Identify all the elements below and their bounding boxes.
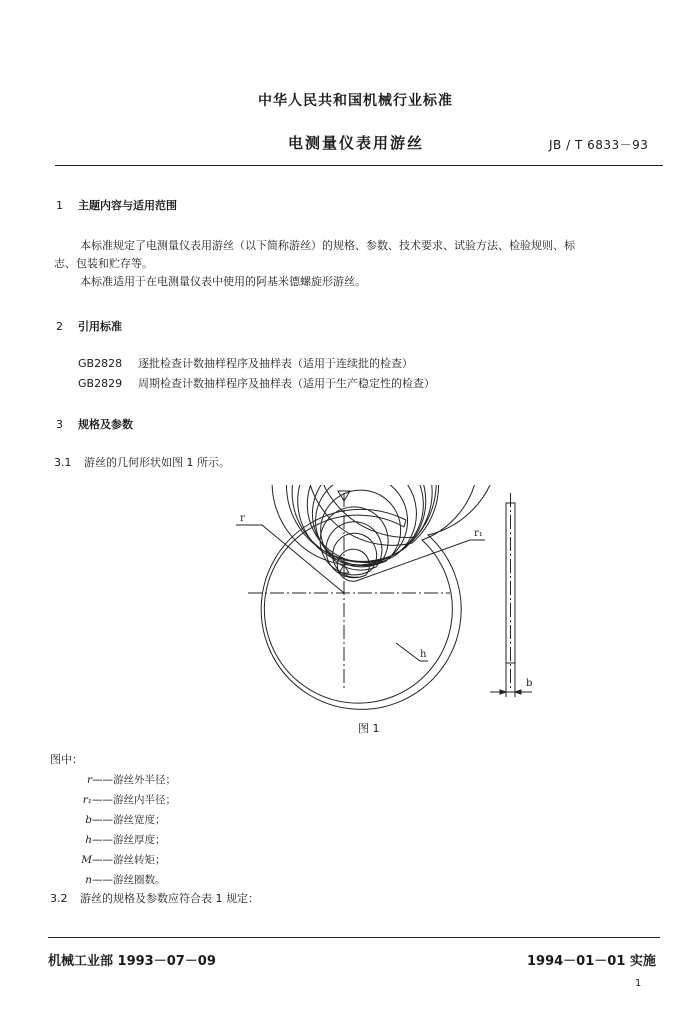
reference-code: GB2829 [78, 377, 123, 390]
legend-item [80, 812, 166, 827]
subsection-3-2 [50, 891, 259, 907]
section-1-paragraph-1-line-1: 本标准规定了电测量仪表用游丝（以下简称游丝）的规格、参数、技术要求、试验方法、检验规则、标 [80, 239, 575, 252]
issuer-line: 中华人民共和国机械行业标准 [258, 93, 453, 109]
legend-symbol: n [85, 874, 92, 886]
label-h: h [420, 649, 427, 660]
subsection-number: 3.2 [50, 892, 68, 905]
subsection-text: 游丝的几何形状如图 1 所示。 [84, 456, 230, 469]
reference-item [78, 375, 435, 391]
b-arrow-right [515, 690, 521, 694]
legend-symbol: h [85, 834, 92, 846]
footer-rule [48, 937, 660, 938]
legend-item [80, 872, 166, 887]
section-1-paragraph-2: 本标准适用于在电测量仪表中使用的阿基米德螺旋形游丝。 [80, 275, 366, 288]
legend-text: ——游丝宽度； [92, 814, 166, 826]
legend-text: ——游丝外半径； [92, 774, 176, 786]
section-number: 2 [56, 320, 63, 333]
legend-item [80, 832, 166, 847]
legend-symbol: M [81, 854, 92, 866]
legend-symbol: b [85, 814, 92, 826]
spiral-outer-edge [261, 485, 499, 709]
legend-text: ——游丝内半径； [92, 794, 176, 806]
reference-item [78, 355, 413, 371]
section-number: 1 [56, 199, 63, 212]
standard-number: JB / T 6833－93 [549, 138, 649, 152]
subsection-number: 3.1 [54, 456, 72, 469]
issue-date: 机械工业部 1993－07－09 [48, 954, 216, 969]
legend-title: 图中： [50, 753, 83, 766]
spiral-outer-end [404, 520, 406, 527]
section-3-heading [56, 416, 133, 432]
section-2-heading [56, 318, 122, 334]
section-title: 规格及参数 [78, 418, 133, 431]
label-r: r [240, 513, 245, 524]
header-rule [55, 165, 663, 166]
section-number: 3 [56, 418, 63, 431]
section-title: 引用标准 [78, 320, 122, 333]
reference-code: GB2828 [78, 357, 123, 370]
page-number: 1 [635, 978, 642, 989]
legend-symbol: r [86, 774, 92, 786]
section-1-paragraph-1-line-2: 志、包装和贮存等。 [54, 257, 153, 270]
label-b: b [526, 678, 533, 689]
figure-1 [220, 485, 550, 710]
section-1-heading [56, 197, 177, 213]
figure-caption: 图 1 [358, 722, 380, 735]
label-r1: r₁ [474, 528, 483, 539]
subsection-3-1 [54, 455, 230, 471]
legend-text: ——游丝圈数。 [92, 874, 166, 886]
legend-item [80, 772, 176, 787]
document-title: 电测量仪表用游丝 [288, 134, 425, 152]
b-arrow-left [500, 690, 506, 694]
legend-symbol: r₁ [82, 794, 92, 806]
subsection-text: 游丝的规格及参数应符合表 1 规定： [80, 892, 259, 905]
reference-text: 逐批检查计数抽样程序及抽样表（适用于连续批的检查） [138, 357, 413, 370]
legend-item [80, 852, 166, 867]
legend-text: ——游丝厚度； [92, 834, 166, 846]
legend-item [80, 792, 176, 807]
effective-date: 1994－01－01 实施 [527, 954, 656, 969]
reference-text: 周期检查计数抽样程序及抽样表（适用于生产稳定性的检查） [138, 377, 435, 390]
legend-text: ——游丝转矩； [92, 854, 166, 866]
section-title: 主题内容与适用范围 [78, 199, 177, 212]
